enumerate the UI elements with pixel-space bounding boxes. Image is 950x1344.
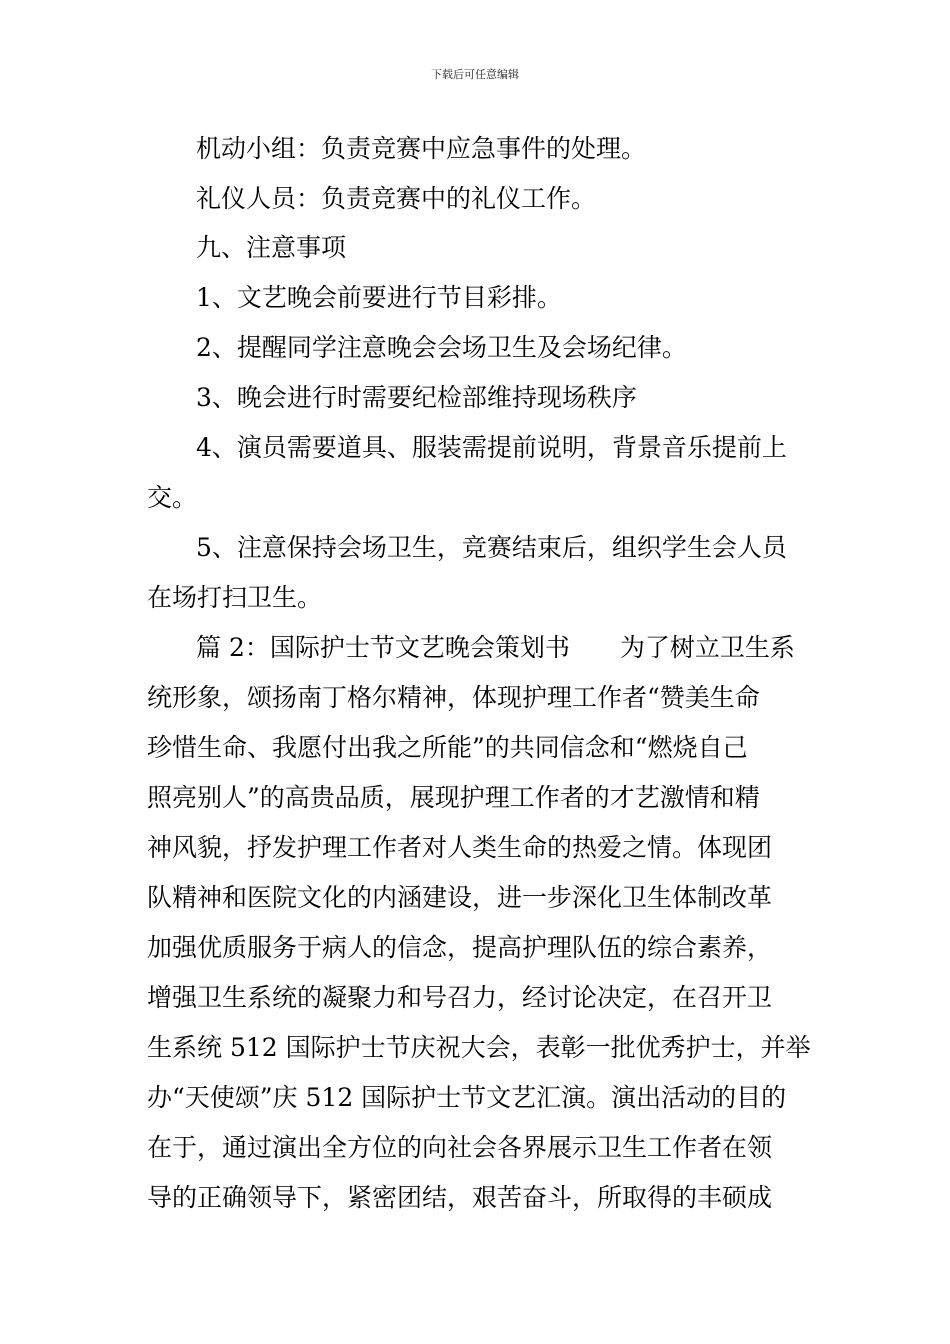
text-line: 5、注意保持会场卫生，竞赛结束后，组织学生会人员 (196, 533, 787, 562)
text-line: 增强卫生系统的凝聚力和号召力，经讨论决定，在召开卫 (147, 983, 773, 1012)
text-line: 生系统 512 国际护士节庆祝大会，表彰一批优秀护士，并举 (147, 1033, 811, 1062)
text-line: 导的正确领导下，紧密团结，艰苦奋斗，所取得的丰硕成 (147, 1183, 773, 1212)
text-line: 1、文艺晚会前要进行节目彩排。 (196, 283, 562, 312)
text-line: 办“天使颂”庆 512 国际护士节文艺汇演。演出活动的目的 (147, 1083, 787, 1112)
text-line: 统形象，颂扬南丁格尔精神，体现护理工作者“赞美生命 (147, 683, 760, 712)
text-line: 篇 2：国际护士节文艺晚会策划书 为了树立卫生系 (196, 633, 795, 662)
text-line: 礼仪人员：负责竞赛中的礼仪工作。 (196, 184, 597, 213)
text-line: 机动小组：负责竞赛中应急事件的处理。 (196, 134, 647, 163)
text-line: 在场打扫卫生。 (147, 583, 323, 612)
text-line: 加强优质服务于病人的信念，提高护理队伍的综合素养， (147, 933, 773, 962)
text-line: 在于，通过演出全方位的向社会各界展示卫生工作者在领 (147, 1133, 773, 1162)
text-line: 队精神和医院文化的内涵建设，进一步深化卫生体制改革 (147, 883, 773, 912)
text-line: 九、注意事项 (196, 233, 347, 262)
text-line: 2、提醒同学注意晚会会场卫生及会场纪律。 (196, 333, 687, 362)
text-line: 神风貌，抒发护理工作者对人类生命的热爱之情。体现团 (147, 833, 773, 862)
text-line: 交。 (147, 483, 198, 512)
text-line: 4、演员需要道具、服装需提前说明，背景音乐提前上 (196, 433, 787, 462)
text-line: 照亮别人”的高贵品质，展现护理工作者的才艺激情和精 (147, 783, 760, 812)
page-header: 下载后可任意编辑 (431, 68, 519, 81)
text-line: 珍惜生命、我愿付出我之所能”的共同信念和“燃烧自己 (147, 733, 748, 762)
text-line: 3、晚会进行时需要纪检部维持现场秩序 (196, 383, 637, 412)
